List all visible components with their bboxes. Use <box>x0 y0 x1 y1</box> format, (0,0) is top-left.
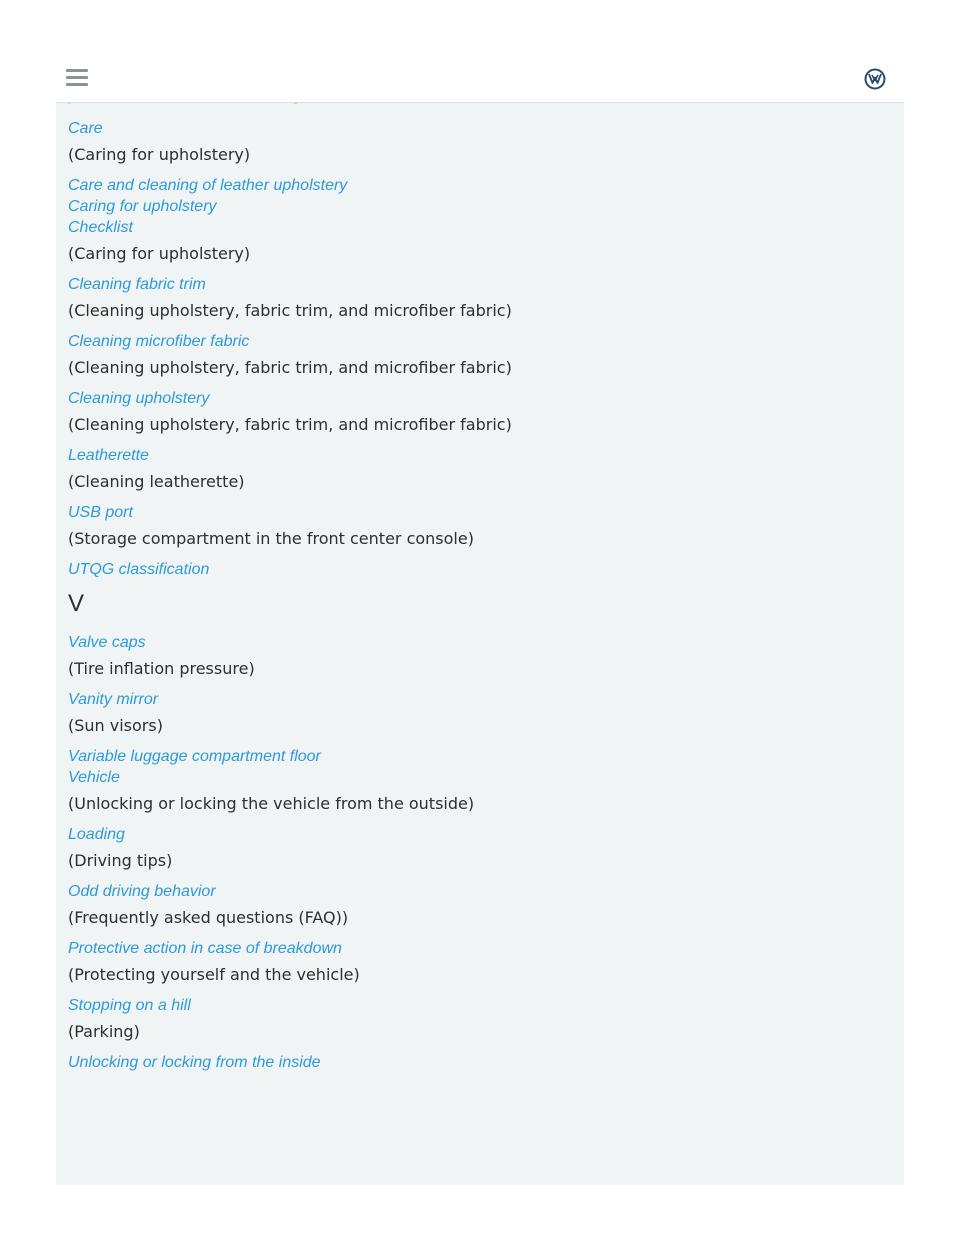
index-entry <box>68 746 888 814</box>
index-entry-link[interactable]: Cleaning fabric trim <box>68 276 206 293</box>
index-entry-reference: (Sun visors) <box>68 716 163 735</box>
index-entry-reference: (Frequently asked questions (FAQ)) <box>68 908 349 927</box>
index-entry-reference: (Unlocking or locking the vehicle from the outside) <box>68 794 475 813</box>
index-entry-reference: (Parking) <box>68 1022 140 1041</box>
index-entry-reference: (Caring for upholstery) <box>68 145 251 164</box>
index-entry <box>68 118 888 165</box>
index-entry-link[interactable]: UTQG classification <box>68 561 210 578</box>
index-entry <box>68 331 888 378</box>
index-entry-reference: (Cleaning upholstery, fabric trim, and microfiber fabric) <box>68 358 512 377</box>
index-entries-after-v <box>68 632 888 1073</box>
index-entry-link[interactable]: Care <box>68 120 103 137</box>
index-entry-reference: (Cleaning leatherette) <box>68 472 245 491</box>
index-content <box>68 118 888 1083</box>
index-entry-reference: (Protecting yourself and the vehicle) <box>68 965 360 984</box>
index-entry-link[interactable]: USB port <box>68 504 133 521</box>
index-entry-link[interactable]: Protective action in case of breakdown <box>68 940 342 957</box>
index-entry-link[interactable]: Stopping on a hill <box>68 997 191 1014</box>
index-entry <box>68 445 888 492</box>
index-entry-link[interactable]: Vehicle <box>68 769 120 786</box>
document-panel <box>56 52 904 1185</box>
index-entry <box>68 881 888 928</box>
index-entry <box>68 559 888 580</box>
index-entry-reference: (Caring for upholstery) <box>68 244 251 263</box>
index-entry-reference: (Storage compartment in the front center console) <box>68 529 474 548</box>
vw-logo-icon[interactable] <box>864 68 886 90</box>
index-entry-reference: (Cleaning upholstery, fabric trim, and microfiber fabric) <box>68 301 512 320</box>
index-entry <box>68 938 888 985</box>
index-entry-link[interactable]: Cleaning microfiber fabric <box>68 333 250 350</box>
index-entry-link[interactable]: Valve caps <box>68 634 146 651</box>
index-entry-link[interactable]: Vanity mirror <box>68 691 159 708</box>
index-entry <box>68 995 888 1042</box>
index-entry-link[interactable]: Odd driving behavior <box>68 883 216 900</box>
index-entry-link[interactable]: Leatherette <box>68 447 149 464</box>
index-entry-link[interactable]: Loading <box>68 826 125 843</box>
index-entry-link[interactable]: Unlocking or locking from the inside <box>68 1054 321 1071</box>
index-entry-link[interactable]: Cleaning upholstery <box>68 390 210 407</box>
index-entry <box>68 175 888 264</box>
index-entry-reference: (Driving tips) <box>68 851 173 870</box>
section-letter-v: V <box>68 590 85 617</box>
index-entry <box>68 824 888 871</box>
index-entry-link[interactable]: Checklist <box>68 219 133 236</box>
index-entry <box>68 388 888 435</box>
index-entry-reference: (Tire inflation pressure) <box>68 659 255 678</box>
index-entry-link[interactable]: Variable luggage compartment floor <box>68 748 321 765</box>
index-entry <box>68 1052 888 1073</box>
index-entry-link[interactable]: Care and cleaning of leather upholstery <box>68 177 348 194</box>
index-entry-link[interactable]: Caring for upholstery <box>68 198 217 215</box>
index-entry <box>68 502 888 549</box>
hamburger-menu-icon[interactable] <box>66 69 88 87</box>
index-entries-before-v <box>68 118 888 580</box>
index-entry <box>68 274 888 321</box>
index-entry-reference: (Cleaning upholstery, fabric trim, and microfiber fabric) <box>68 415 512 434</box>
index-entry <box>68 632 888 679</box>
index-entry <box>68 689 888 736</box>
top-bar <box>56 52 904 103</box>
